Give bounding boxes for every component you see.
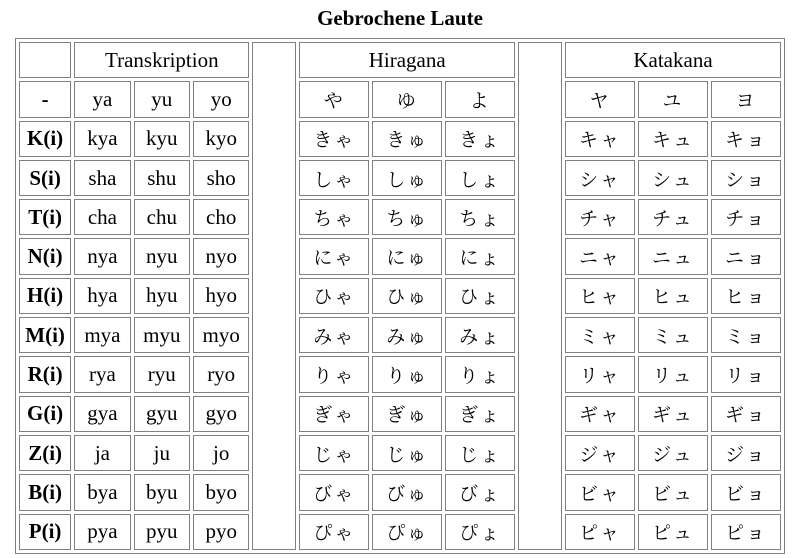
katakana-cell: ジャ (565, 435, 635, 471)
row-header: S(i) (19, 160, 71, 196)
katakana-cell: ヤ (565, 81, 635, 117)
hiragana-cell: みゅ (372, 317, 442, 353)
transcription-cell: yo (193, 81, 249, 117)
hiragana-cell: りょ (445, 356, 515, 392)
hiragana-cell: ひょ (445, 278, 515, 314)
header-row (19, 42, 781, 78)
header-hiragana: Hiragana (299, 42, 515, 78)
hiragana-cell: ぴゅ (372, 514, 442, 550)
transcription-cell: gyo (193, 396, 249, 432)
katakana-cell: ビョ (711, 474, 781, 510)
katakana-cell: ジュ (638, 435, 708, 471)
transcription-cell: nyo (193, 238, 249, 274)
hiragana-cell: きゅ (372, 121, 442, 157)
katakana-cell: ミュ (638, 317, 708, 353)
hiragana-cell: ひゅ (372, 278, 442, 314)
katakana-cell: リャ (565, 356, 635, 392)
hiragana-cell: や (299, 81, 369, 117)
katakana-cell: ユ (638, 81, 708, 117)
hiragana-cell: ぎょ (445, 396, 515, 432)
hiragana-cell: みゃ (299, 317, 369, 353)
transcription-cell: ryo (193, 356, 249, 392)
transcription-cell: kya (74, 121, 130, 157)
katakana-cell: リョ (711, 356, 781, 392)
hiragana-cell: じょ (445, 435, 515, 471)
transcription-cell: ya (74, 81, 130, 117)
katakana-cell: ギュ (638, 396, 708, 432)
hiragana-cell: びゃ (299, 474, 369, 510)
katakana-cell: ヨ (711, 81, 781, 117)
row-header: - (19, 81, 71, 117)
transcription-cell: byu (134, 474, 190, 510)
header-katakana: Katakana (565, 42, 781, 78)
transcription-cell: nyu (134, 238, 190, 274)
kana-table-body (19, 42, 781, 550)
table-row (19, 121, 781, 157)
transcription-cell: gya (74, 396, 130, 432)
transcription-cell: cha (74, 199, 130, 235)
katakana-cell: キャ (565, 121, 635, 157)
katakana-cell: ニュ (638, 238, 708, 274)
katakana-cell: ビュ (638, 474, 708, 510)
row-header: H(i) (19, 278, 71, 314)
transcription-cell: mya (74, 317, 130, 353)
page-title: Gebrochene Laute (317, 6, 483, 30)
transcription-cell: kyo (193, 121, 249, 157)
transcription-cell: chu (134, 199, 190, 235)
hiragana-cell: びょ (445, 474, 515, 510)
row-header: T(i) (19, 199, 71, 235)
hiragana-cell: ちょ (445, 199, 515, 235)
katakana-cell: ギョ (711, 396, 781, 432)
row-header: K(i) (19, 121, 71, 157)
transcription-cell: hyu (134, 278, 190, 314)
row-header: Z(i) (19, 435, 71, 471)
katakana-cell: チョ (711, 199, 781, 235)
katakana-cell: ヒャ (565, 278, 635, 314)
hiragana-cell: ぎゃ (299, 396, 369, 432)
transcription-cell: yu (134, 81, 190, 117)
katakana-cell: キュ (638, 121, 708, 157)
hiragana-cell: しゃ (299, 160, 369, 196)
hiragana-cell: ひゃ (299, 278, 369, 314)
katakana-cell: チャ (565, 199, 635, 235)
row-header: M(i) (19, 317, 71, 353)
transcription-cell: bya (74, 474, 130, 510)
hiragana-cell: ちゅ (372, 199, 442, 235)
table-row (19, 81, 781, 117)
transcription-cell: hya (74, 278, 130, 314)
katakana-cell: ミョ (711, 317, 781, 353)
katakana-cell: ニャ (565, 238, 635, 274)
hiragana-cell: ぴゃ (299, 514, 369, 550)
hiragana-cell: ゆ (372, 81, 442, 117)
transcription-cell: kyu (134, 121, 190, 157)
katakana-cell: キョ (711, 121, 781, 157)
katakana-cell: ニョ (711, 238, 781, 274)
hiragana-cell: にょ (445, 238, 515, 274)
katakana-cell: ヒョ (711, 278, 781, 314)
hiragana-cell: よ (445, 81, 515, 117)
hiragana-cell: しゅ (372, 160, 442, 196)
table-row (19, 474, 781, 510)
hiragana-cell: にゅ (372, 238, 442, 274)
katakana-cell: ヒュ (638, 278, 708, 314)
transcription-cell: rya (74, 356, 130, 392)
row-header: R(i) (19, 356, 71, 392)
hiragana-cell: りゅ (372, 356, 442, 392)
katakana-cell: ギャ (565, 396, 635, 432)
katakana-cell: ピャ (565, 514, 635, 550)
transcription-cell: ryu (134, 356, 190, 392)
transcription-cell: jo (193, 435, 249, 471)
katakana-cell: ビャ (565, 474, 635, 510)
transcription-cell: myo (193, 317, 249, 353)
transcription-cell: byo (193, 474, 249, 510)
hiragana-cell: しょ (445, 160, 515, 196)
table-row (19, 317, 781, 353)
column-gap (518, 42, 562, 550)
katakana-cell: リュ (638, 356, 708, 392)
table-row (19, 199, 781, 235)
transcription-cell: pya (74, 514, 130, 550)
hiragana-cell: じゃ (299, 435, 369, 471)
hiragana-cell: きゃ (299, 121, 369, 157)
corner-cell (19, 42, 71, 78)
hiragana-cell: りゃ (299, 356, 369, 392)
transcription-cell: cho (193, 199, 249, 235)
table-row (19, 356, 781, 392)
katakana-cell: ショ (711, 160, 781, 196)
table-row (19, 435, 781, 471)
row-header: G(i) (19, 396, 71, 432)
katakana-cell: チュ (638, 199, 708, 235)
table-row (19, 514, 781, 550)
table-row (19, 238, 781, 274)
katakana-cell: ピュ (638, 514, 708, 550)
hiragana-cell: じゅ (372, 435, 442, 471)
hiragana-cell: ぴょ (445, 514, 515, 550)
katakana-cell: ミャ (565, 317, 635, 353)
transcription-cell: hyo (193, 278, 249, 314)
column-gap (252, 42, 296, 550)
hiragana-cell: ちゃ (299, 199, 369, 235)
transcription-cell: nya (74, 238, 130, 274)
hiragana-cell: ぎゅ (372, 396, 442, 432)
hiragana-cell: びゅ (372, 474, 442, 510)
transcription-cell: sho (193, 160, 249, 196)
hiragana-cell: みょ (445, 317, 515, 353)
table-row (19, 278, 781, 314)
table-row (19, 396, 781, 432)
row-header: N(i) (19, 238, 71, 274)
table-row (19, 160, 781, 196)
transcription-cell: pyu (134, 514, 190, 550)
transcription-cell: ja (74, 435, 130, 471)
transcription-cell: myu (134, 317, 190, 353)
transcription-cell: sha (74, 160, 130, 196)
transcription-cell: gyu (134, 396, 190, 432)
header-transkription: Transkription (74, 42, 249, 78)
katakana-cell: シュ (638, 160, 708, 196)
hiragana-cell: にゃ (299, 238, 369, 274)
row-header: P(i) (19, 514, 71, 550)
transcription-cell: ju (134, 435, 190, 471)
hiragana-cell: きょ (445, 121, 515, 157)
transcription-cell: pyo (193, 514, 249, 550)
katakana-cell: シャ (565, 160, 635, 196)
kana-table (15, 38, 785, 554)
katakana-cell: ジョ (711, 435, 781, 471)
katakana-cell: ピョ (711, 514, 781, 550)
transcription-cell: shu (134, 160, 190, 196)
row-header: B(i) (19, 474, 71, 510)
